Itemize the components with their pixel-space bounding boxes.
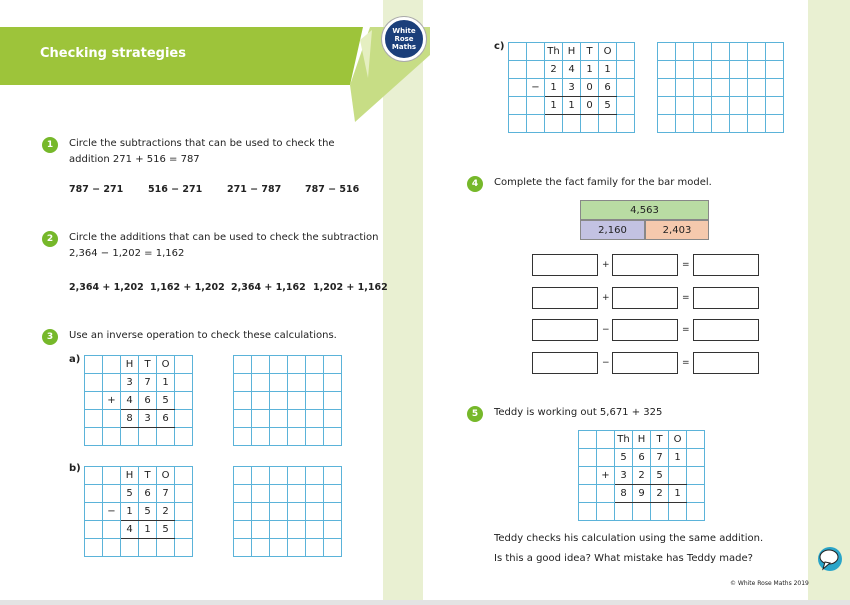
question-5-line-1: Teddy checks his calculation using the same addition. [494,533,764,544]
q1-option[interactable]: 271 − 787 [227,184,282,195]
fact-family-operator: + [602,260,610,270]
copyright-text: © White Rose Maths 2019 [730,580,809,587]
question-1-number: 1 [42,137,58,153]
q3a-calculation-grid: H T O 3 7 1 + 4 6 5 8 3 6 [84,355,193,446]
q3b-calculation-grid: H T O 5 6 7 − 1 5 2 4 1 5 [84,466,193,557]
q2-option[interactable]: 1,202 + 1,162 [313,282,388,293]
title-banner [0,0,430,125]
white-rose-maths-logo: White Rose Maths [382,17,426,61]
question-3-number: 3 [42,329,58,345]
fact-family-answer-box[interactable] [693,254,759,276]
question-2-text-line2: 2,364 − 1,202 = 1,162 [69,248,185,259]
q1-option[interactable]: 787 − 271 [69,184,124,195]
part-b-label: b) [69,463,81,474]
fact-family-answer-box[interactable] [612,319,678,341]
question-1-text-line1: Circle the subtractions that can be used to check the [69,138,335,149]
q2-option[interactable]: 2,364 + 1,162 [231,282,306,293]
fact-family-answer-box[interactable] [532,352,598,374]
question-4-text: Complete the fact family for the bar model. [494,177,712,188]
q1-option[interactable]: 787 − 516 [305,184,360,195]
question-2-number: 2 [42,231,58,247]
q3a-working-grid[interactable] [233,355,342,446]
bar-model-part-2: 2,403 [645,220,709,240]
fact-family-answer-box[interactable] [693,352,759,374]
question-5-line-2: Is this a good idea? What mistake has Teddy made? [494,553,753,564]
part-a-label: a) [69,354,81,365]
q1-option[interactable]: 516 − 271 [148,184,203,195]
fact-family-answer-box[interactable] [532,319,598,341]
q3b-working-grid[interactable] [233,466,342,557]
page-bottom-edge [0,600,850,605]
part-c-label: c) [494,41,505,52]
page-title: Checking strategies [40,46,186,61]
fact-family-answer-box[interactable] [612,254,678,276]
fact-family-equals: = [682,293,690,303]
bar-model-part-1: 2,160 [580,220,645,240]
q3c-working-grid[interactable] [657,42,784,133]
q3c-calculation-grid: Th H T O 2 4 1 1 − 1 3 0 6 1 1 0 5 [508,42,635,133]
bar-model-whole: 4,563 [580,200,709,220]
question-1-text-line2: addition 271 + 516 = 787 [69,154,200,165]
q5-calculation-grid: Th H T O 5 6 7 1 + 3 2 5 8 9 2 1 [578,430,705,521]
fact-family-answer-box[interactable] [693,287,759,309]
q2-option[interactable]: 1,162 + 1,202 [150,282,225,293]
fact-family-equals: = [682,260,690,270]
fact-family-equals: = [682,325,690,335]
fact-family-answer-box[interactable] [532,254,598,276]
fact-family-answer-box[interactable] [612,287,678,309]
fact-family-answer-box[interactable] [693,319,759,341]
q2-option[interactable]: 2,364 + 1,202 [69,282,144,293]
question-2-text-line1: Circle the additions that can be used to check the subtraction [69,232,379,243]
right-page-strip [808,0,850,603]
fact-family-operator: − [602,358,610,368]
fact-family-equals: = [682,358,690,368]
fact-family-operator: − [602,325,610,335]
fact-family-operator: + [602,293,610,303]
question-5-number: 5 [467,406,483,422]
question-4-number: 4 [467,176,483,192]
fact-family-answer-box[interactable] [532,287,598,309]
question-3-text: Use an inverse operation to check these calculations. [69,330,337,341]
question-5-text: Teddy is working out 5,671 + 325 [494,407,663,418]
speech-bubble-icon [816,545,844,575]
fact-family-answer-box[interactable] [612,352,678,374]
